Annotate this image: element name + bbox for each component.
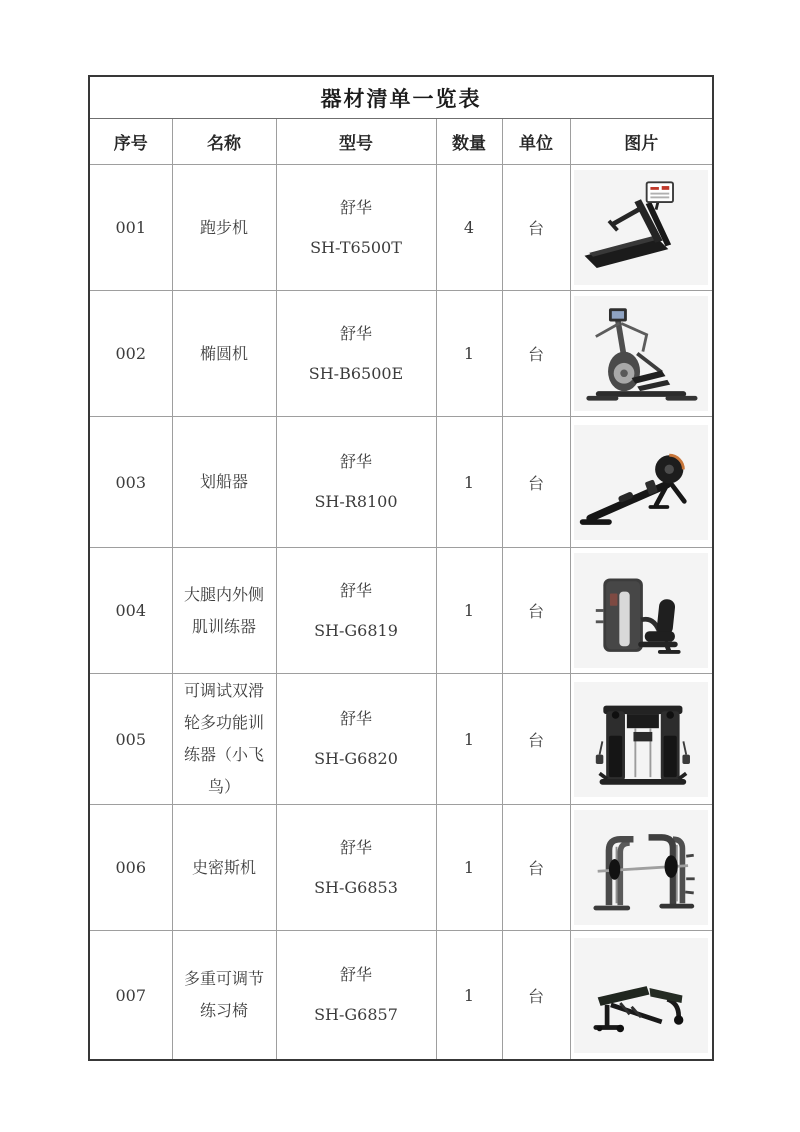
cell-quantity <box>436 165 502 291</box>
cell-serial <box>89 165 172 291</box>
column-header-unit: 单位 <box>502 119 570 165</box>
equipment-name: 大腿内外侧肌训练器 <box>183 584 264 636</box>
cell-model <box>276 417 436 548</box>
model-number: SH-G6820 <box>314 749 398 768</box>
quantity-value: 4 <box>463 218 475 237</box>
brand-name: 舒华 <box>339 323 372 343</box>
thigh-adductor-trainer-image <box>574 553 708 668</box>
cell-image <box>570 417 713 548</box>
cell-name <box>172 548 276 674</box>
equipment-table <box>88 75 714 1061</box>
model-number: SH-G6819 <box>314 620 398 640</box>
equipment-name: 多重可调节练习椅 <box>183 969 264 1020</box>
cell-name <box>172 931 276 1061</box>
cell-serial <box>89 805 172 931</box>
quantity-value: 1 <box>463 472 475 492</box>
equipment-row <box>89 417 713 548</box>
brand-name: 舒华 <box>339 197 372 217</box>
serial-number: 004 <box>115 601 147 620</box>
unit-value: 台 <box>527 345 544 364</box>
unit-value: 台 <box>527 730 544 750</box>
model-number: SH-T6500T <box>310 237 402 257</box>
equipment-row <box>89 291 713 417</box>
cell-image <box>570 548 713 674</box>
serial-number: 007 <box>115 985 147 1005</box>
column-header-model: 型号 <box>276 119 436 165</box>
quantity-value: 1 <box>463 344 475 363</box>
serial-number: 006 <box>115 858 147 877</box>
quantity-value: 1 <box>463 858 475 877</box>
cell-image <box>570 805 713 931</box>
table-title-row <box>89 76 713 119</box>
quantity-value: 1 <box>463 601 475 620</box>
column-header-image: 图片 <box>570 119 713 165</box>
smith-machine-image <box>574 810 708 925</box>
cell-unit <box>502 674 570 805</box>
cell-serial <box>89 548 172 674</box>
equipment-row <box>89 674 713 805</box>
cell-quantity <box>436 548 502 674</box>
cell-name <box>172 805 276 931</box>
rowing-machine-image <box>574 425 708 540</box>
functional-trainer-image <box>574 682 708 797</box>
column-header-no: 序号 <box>89 119 172 165</box>
column-header-name: 名称 <box>172 119 276 165</box>
cell-serial <box>89 931 172 1061</box>
unit-value: 台 <box>527 602 544 621</box>
equipment-name: 史密斯机 <box>191 857 256 877</box>
cell-quantity <box>436 417 502 548</box>
cell-quantity <box>436 931 502 1061</box>
quantity-value: 1 <box>463 985 475 1005</box>
unit-value: 台 <box>527 473 544 493</box>
cell-unit <box>502 417 570 548</box>
model-number: SH-B6500E <box>308 363 404 383</box>
cell-unit <box>502 548 570 674</box>
brand-name: 舒华 <box>339 965 372 984</box>
equipment-name: 跑步机 <box>199 217 248 237</box>
brand-name: 舒华 <box>339 709 372 728</box>
brand-name: 舒华 <box>339 452 372 471</box>
quantity-value: 1 <box>463 729 475 749</box>
cell-unit <box>502 165 570 291</box>
equipment-row <box>89 548 713 674</box>
table-header-row <box>89 119 713 165</box>
equipment-name: 可调试双滑轮多功能训练器（小飞鸟） <box>183 681 264 796</box>
brand-name: 舒华 <box>339 837 372 857</box>
table-title: 器材清单一览表 <box>89 76 713 119</box>
cell-model <box>276 165 436 291</box>
cell-image <box>570 674 713 805</box>
equipment-row <box>89 931 713 1061</box>
cell-unit <box>502 931 570 1061</box>
cell-name <box>172 417 276 548</box>
equipment-name: 椭圆机 <box>199 343 248 363</box>
cell-serial <box>89 674 172 805</box>
serial-number: 002 <box>115 344 147 363</box>
cell-model <box>276 548 436 674</box>
cell-name <box>172 165 276 291</box>
unit-value: 台 <box>527 859 544 878</box>
serial-number: 001 <box>115 218 147 237</box>
elliptical-image <box>574 296 708 411</box>
cell-model <box>276 291 436 417</box>
equipment-row <box>89 165 713 291</box>
cell-quantity <box>436 674 502 805</box>
equipment-row <box>89 805 713 931</box>
cell-quantity <box>436 291 502 417</box>
cell-quantity <box>436 805 502 931</box>
cell-image <box>570 291 713 417</box>
serial-number: 003 <box>115 472 147 492</box>
adjustable-bench-image <box>574 938 708 1053</box>
cell-serial <box>89 417 172 548</box>
model-number: SH-G6857 <box>314 1005 398 1024</box>
cell-model <box>276 674 436 805</box>
brand-name: 舒华 <box>339 580 372 600</box>
cell-name <box>172 291 276 417</box>
cell-unit <box>502 805 570 931</box>
unit-value: 台 <box>527 219 544 238</box>
treadmill-image <box>574 170 708 285</box>
serial-number: 005 <box>115 729 147 749</box>
model-number: SH-G6853 <box>314 877 398 897</box>
cell-image <box>570 165 713 291</box>
unit-value: 台 <box>527 986 544 1006</box>
cell-serial <box>89 291 172 417</box>
cell-model <box>276 805 436 931</box>
cell-name <box>172 674 276 805</box>
cell-unit <box>502 291 570 417</box>
cell-image <box>570 931 713 1061</box>
cell-model <box>276 931 436 1061</box>
column-header-qty: 数量 <box>436 119 502 165</box>
equipment-name: 划船器 <box>199 472 248 491</box>
model-number: SH-R8100 <box>314 492 398 511</box>
